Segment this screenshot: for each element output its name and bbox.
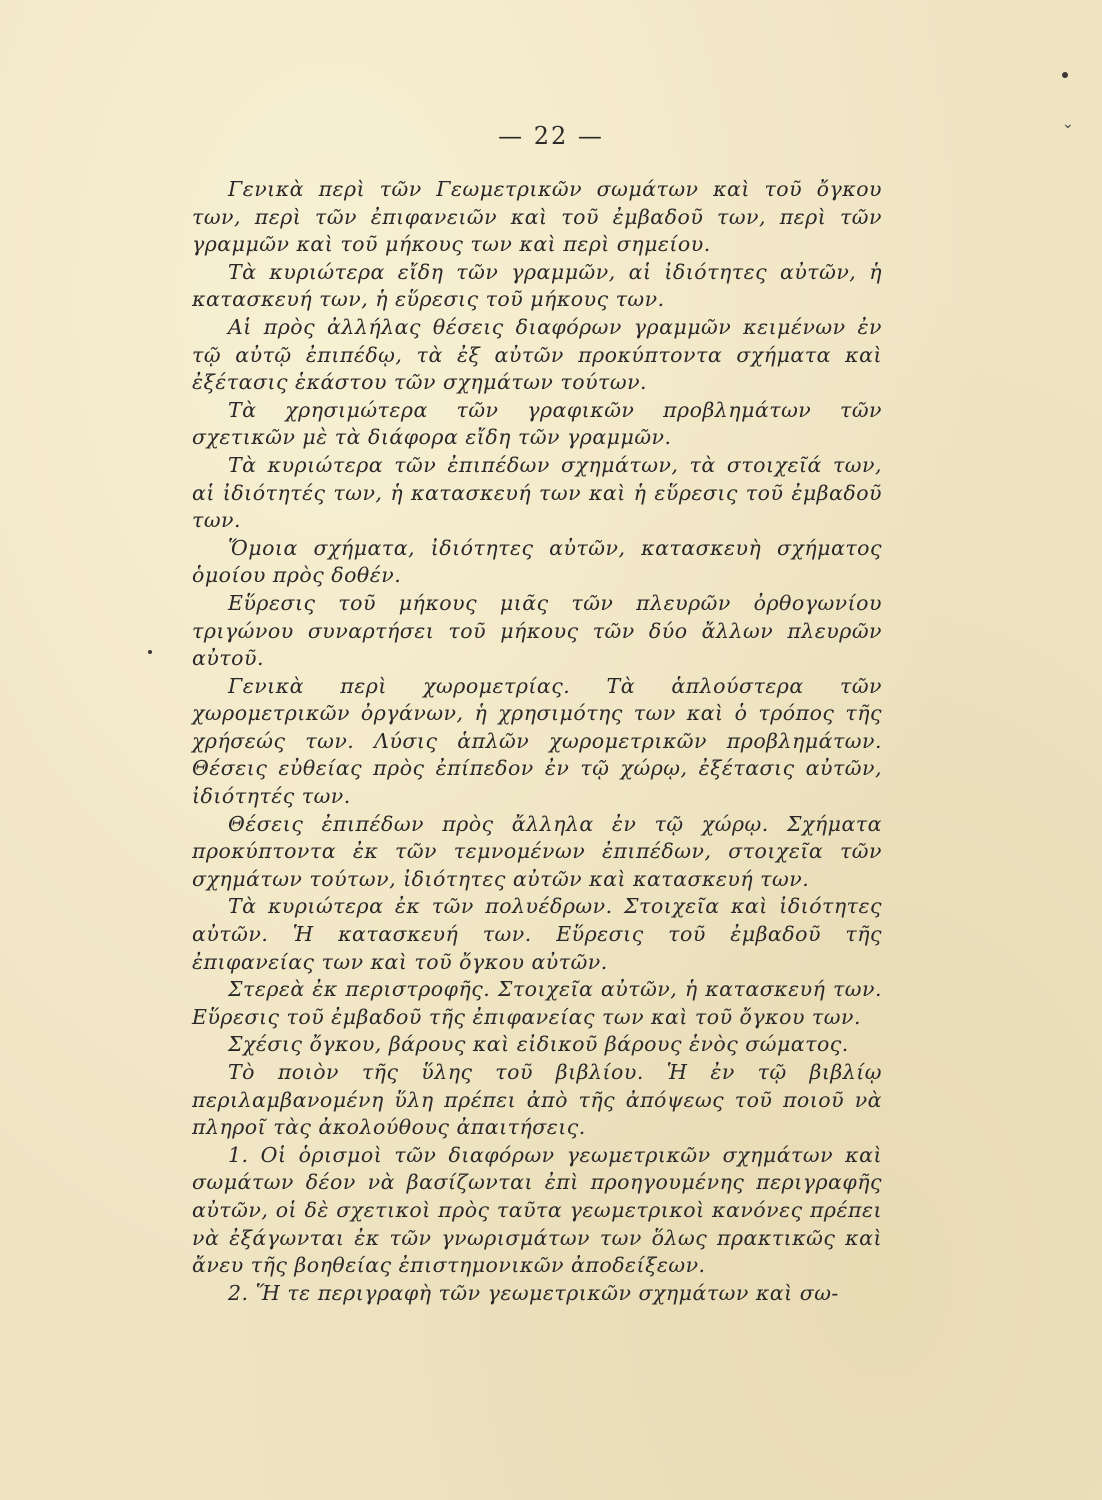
paragraph: Θέσεις ἐπιπέδων πρὸς ἄλληλα ἐν τῷ χώρῳ. Σχήματα προκύπτοντα ἐκ τῶν τεμνομένων ἐπιπέδων, στοιχεῖα τῶν σχημάτων τούτων, ἰδιότητες αὐτῶν καὶ κατασκευή των. bbox=[192, 811, 882, 891]
numbered-paragraph: 2. Ἥ τε περιγραφὴ τῶν γεωμετρικῶν σχημάτων καὶ σω- bbox=[228, 1280, 839, 1305]
paragraph: Εὕρεσις τοῦ μήκους μιᾶς τῶν πλευρῶν ὀρθογωνίου τριγώνου συναρτήσει τοῦ μήκους τῶν δύο ἄλλων πλευρῶν αὐτοῦ. bbox=[192, 590, 882, 671]
paragraph: Τὸ ποιὸν τῆς ὕλης τοῦ βιβλίου. Ἡ ἐν τῷ βιβλίῳ περιλαμβανομένη ὕλη πρέπει ἀπὸ τῆς ἀπόψεως τοῦ ποιοῦ νὰ πληροῖ τὰς ἀκολούθους ἀπαιτήσεις. bbox=[192, 1060, 882, 1140]
body-text bbox=[192, 176, 882, 1307]
paragraph: Γενικὰ περὶ τῶν Γεωμετρικῶν σωμάτων καὶ τοῦ ὄγκου των, περὶ τῶν ἐπιφανειῶν καὶ τοῦ ἐμβαδοῦ των, περὶ τῶν γραμμῶν καὶ τοῦ μήκους των καὶ περὶ σημείου. bbox=[192, 177, 882, 257]
ink-spot bbox=[1062, 72, 1068, 78]
paragraph: Γενικὰ περὶ χωρομετρίας. Τὰ ἁπλούστερα τῶν χωρομετρικῶν ὀργάνων, ἡ χρησιμότης των καὶ ὁ τρόπος τῆς χρήσεώς των. Λύσις ἁπλῶν χωρομετρικῶν προβλημάτων. Θέσεις εὐθείας πρὸς ἐπίπεδον ἐν τῷ χώρῳ, ἐξέτασις αὐτῶν, ἰδιότητές των. bbox=[192, 673, 882, 809]
paragraph: Σχέσις ὄγκου, βάρους καὶ εἰδικοῦ βάρους ἑνὸς σώματος. bbox=[228, 1032, 849, 1057]
page-number: — 22 — bbox=[498, 122, 604, 150]
numbered-paragraph: 1. Οἱ ὁρισμοὶ τῶν διαφόρων γεωμετρικῶν σχημάτων καὶ σωμάτων δέον νὰ βασίζωνται ἐπὶ προηγουμένης περιγραφῆς αὐτῶν, οἱ δὲ σχετικοὶ πρὸς ταῦτα γεωμετρικοὶ κανόνες πρέπει νὰ ἐξάγωνται ἐκ τῶν γνωρισμάτων των ὅλως πρακτικῶς καὶ ἄνευ τῆς βοηθείας ἐπιστημονικῶν ἀποδείξεων. bbox=[192, 1142, 882, 1278]
paragraph: Ὅμοια σχήματα, ἰδιότητες αὐτῶν, κατασκευὴ σχήματος ὁμοίου πρὸς δοθέν. bbox=[192, 535, 882, 588]
ink-spot bbox=[148, 650, 152, 654]
paragraph: Τὰ χρησιμώτερα τῶν γραφικῶν προβλημάτων τῶν σχετικῶν μὲ τὰ διάφορα εἴδη τῶν γραμμῶν. bbox=[192, 397, 882, 450]
paragraph: Στερεὰ ἐκ περιστροφῆς. Στοιχεῖα αὐτῶν, ἡ κατασκευή των. Εὕρεσις τοῦ ἐμβαδοῦ τῆς ἐπιφανείας των καὶ τοῦ ὄγκου των. bbox=[192, 977, 882, 1029]
corner-mark-icon: ⌄ bbox=[1062, 116, 1074, 132]
paragraph: Τὰ κυριώτερα τῶν ἐπιπέδων σχημάτων, τὰ στοιχεῖά των, αἱ ἰδιότητές των, ἡ κατασκευή των καὶ ἡ εὕρεσις τοῦ ἐμβαδοῦ των. bbox=[192, 452, 882, 533]
paragraph: Τὰ κυριώτερα ἐκ τῶν πολυέδρων. Στοιχεῖα καὶ ἰδιότητες αὐτῶν. Ἡ κατασκευή των. Εὕρεσις τοῦ ἐμβαδοῦ τῆς ἐπιφανείας των καὶ τοῦ ὄγκου αὐτῶν. bbox=[192, 894, 882, 974]
paragraph: Τὰ κυριώτερα εἴδη τῶν γραμμῶν, αἱ ἰδιότητες αὐτῶν, ἡ κατασκευή των, ἡ εὕρεσις τοῦ μήκους των. bbox=[192, 259, 882, 312]
paragraph: Αἱ πρὸς ἀλλήλας θέσεις διαφόρων γραμμῶν κειμένων ἐν τῷ αὐτῷ ἐπιπέδῳ, τὰ ἐξ αὐτῶν προκύπτοντα σχήματα καὶ ἐξέτασις ἑκάστου τῶν σχημάτων τούτων. bbox=[192, 314, 882, 395]
